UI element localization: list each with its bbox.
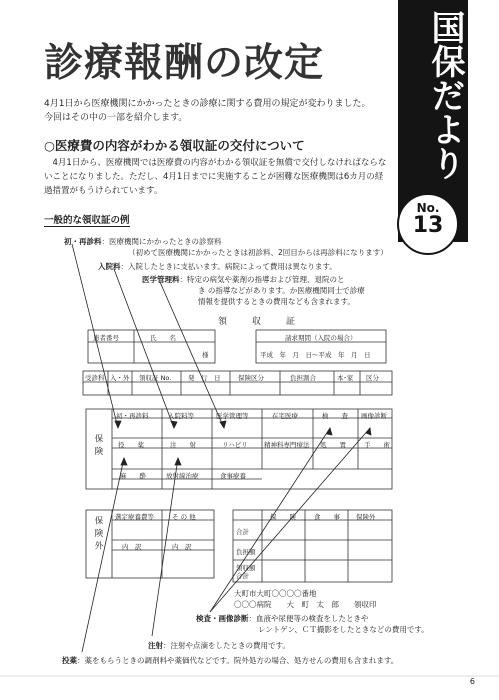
period-value: 平成 年 月 日〜平成 年 月 日 bbox=[260, 351, 371, 359]
hoken-cell: 初・再診料 bbox=[116, 412, 149, 420]
annotation-desc: ：入院したときに支払います。病院によって費用は異なります。 bbox=[120, 262, 337, 271]
annotation-term: 医学管理料 bbox=[142, 275, 180, 284]
hoken-label: 保険 bbox=[93, 434, 103, 459]
hoken-cell: 医学管理等 bbox=[216, 412, 249, 420]
annotation-desc: ：医療機関にかかったときの診察料 bbox=[101, 237, 222, 246]
totals-header: 保 険 bbox=[270, 513, 296, 521]
annotation-desc: ：薬をもらうときの調剤料や薬価代などです。院外処方の場合、処方せんの費用も含まれます。 bbox=[77, 656, 399, 665]
annotation-igaku-line: 情報を提供するときの費用なども含まれます。 bbox=[198, 297, 355, 306]
annotation-desc: ：血液や尿便等の検査をしたときや bbox=[248, 614, 369, 623]
issuer-address: 大町市大町〇〇〇〇番地 bbox=[234, 589, 317, 598]
row2-cell: 本･家 bbox=[337, 374, 354, 382]
hokengai-cell: 内 訳 bbox=[172, 543, 192, 551]
hoken-cell: 処 置 bbox=[320, 441, 346, 449]
hokengai-cell: そ の 他 bbox=[172, 513, 196, 521]
annotation-igaku-line: き の指導などがあります。か医療機関同士で診療 bbox=[198, 286, 365, 295]
row2-cell: 領収証 No. bbox=[139, 374, 172, 382]
annotation-term: 入院料 bbox=[98, 262, 121, 271]
hoken-cell: 注 射 bbox=[170, 441, 196, 449]
hoken-cell: 放射線治療 bbox=[166, 472, 199, 480]
annotation-desc: ：特定の病気や薬剤の指導および管理、退院のと bbox=[179, 275, 345, 284]
hoken-cell: 食事療養 bbox=[220, 472, 246, 480]
annotation-term: 検査・画像診断 bbox=[196, 614, 249, 623]
hokengai-cell: 内 訳 bbox=[122, 543, 142, 551]
totals-row-label: 合計 bbox=[236, 528, 249, 536]
annotation-shoshin-note: （初めて医療機関にかかったときは初診料、2回目からは再診料になります） bbox=[128, 248, 388, 257]
annotation-kensa-line: レントゲン、ＣＴ撮影をしたときなどの費用です。 bbox=[258, 625, 429, 634]
hoken-cell: 在宅医療 bbox=[272, 412, 298, 420]
row2-cell: 受診科 bbox=[85, 374, 105, 382]
intro-line: 今回はその中の一部を紹介します。 bbox=[44, 113, 188, 123]
annotation-kensa bbox=[196, 613, 369, 624]
row2-cell: 保険区分 bbox=[238, 374, 264, 382]
hoken-cell: 投 薬 bbox=[118, 441, 144, 449]
issue-number: 13 bbox=[412, 213, 444, 238]
hoken-cell: 精神科専門療法 bbox=[264, 441, 310, 449]
hoken-cell: リハビリ bbox=[222, 441, 248, 449]
hoken-cell: 入院料等 bbox=[168, 412, 194, 420]
totals-header: 保険外 bbox=[356, 513, 376, 521]
annotation-term: 注射 bbox=[148, 641, 163, 650]
example-label: 一般的な領収証の例 bbox=[44, 212, 130, 227]
annotation-desc: ：注射や点滴をしたときの費用です。 bbox=[163, 641, 290, 650]
annotation-chusha bbox=[148, 640, 290, 651]
totals-header: 食 事 bbox=[314, 513, 340, 521]
name-label: 氏 名 bbox=[150, 334, 176, 342]
annotation-term: 初・再診料 bbox=[64, 237, 102, 246]
hokengai-label: 保険外 bbox=[93, 516, 103, 554]
totals-row-label: 領収額合計 bbox=[236, 564, 256, 580]
section-heading: ○医療費の内容がわかる領収証の交付について bbox=[44, 138, 305, 153]
row2-cell: 発 行 日 bbox=[188, 374, 221, 382]
hokengai-cell: 選定療養費等 bbox=[115, 513, 154, 521]
hoken-cell: 麻 酔 bbox=[120, 472, 146, 480]
row2-cell: 入・外 bbox=[110, 374, 130, 382]
hoken-cell: 手 術 bbox=[364, 441, 390, 449]
patient-no-label: 患者番号 bbox=[93, 334, 119, 342]
page-title: 診療報酬の改定 bbox=[44, 40, 325, 86]
section-paragraph: 4月1日から、医療機関では医療費の内容がわかる領収証を無償で交付しなければならないことになりました。ただし、4月1日までに実施することが困難な医療機関は6カ月の経過措置がもうけられています。 bbox=[44, 158, 387, 196]
totals-row-label: 負担額 bbox=[236, 548, 256, 556]
hoken-cell: 画像診断 bbox=[361, 412, 387, 420]
hoken-cell: 検 査 bbox=[322, 412, 348, 420]
annotation-term: 投薬 bbox=[62, 656, 77, 665]
annotation-toyaku bbox=[62, 655, 398, 666]
issuer-name: 〇〇〇病院 大 町 太 郎 領収印 bbox=[234, 600, 377, 609]
period-label: 請求期間（入院の場合） bbox=[285, 334, 357, 342]
newsletter-badge: 国保だより bbox=[425, 10, 465, 180]
receipt-title: 領 収 証 bbox=[218, 317, 304, 327]
sama-label: 様 bbox=[202, 351, 209, 359]
row2-cell: 区分 bbox=[366, 374, 379, 382]
row2-cell: 負担割合 bbox=[290, 374, 316, 382]
intro-line: 4月1日から医療機関にかかったときの診療に関する費用の規定が変わりました。 bbox=[44, 99, 371, 109]
page-number: 6 bbox=[469, 677, 475, 686]
issue-label: No. bbox=[416, 201, 440, 215]
